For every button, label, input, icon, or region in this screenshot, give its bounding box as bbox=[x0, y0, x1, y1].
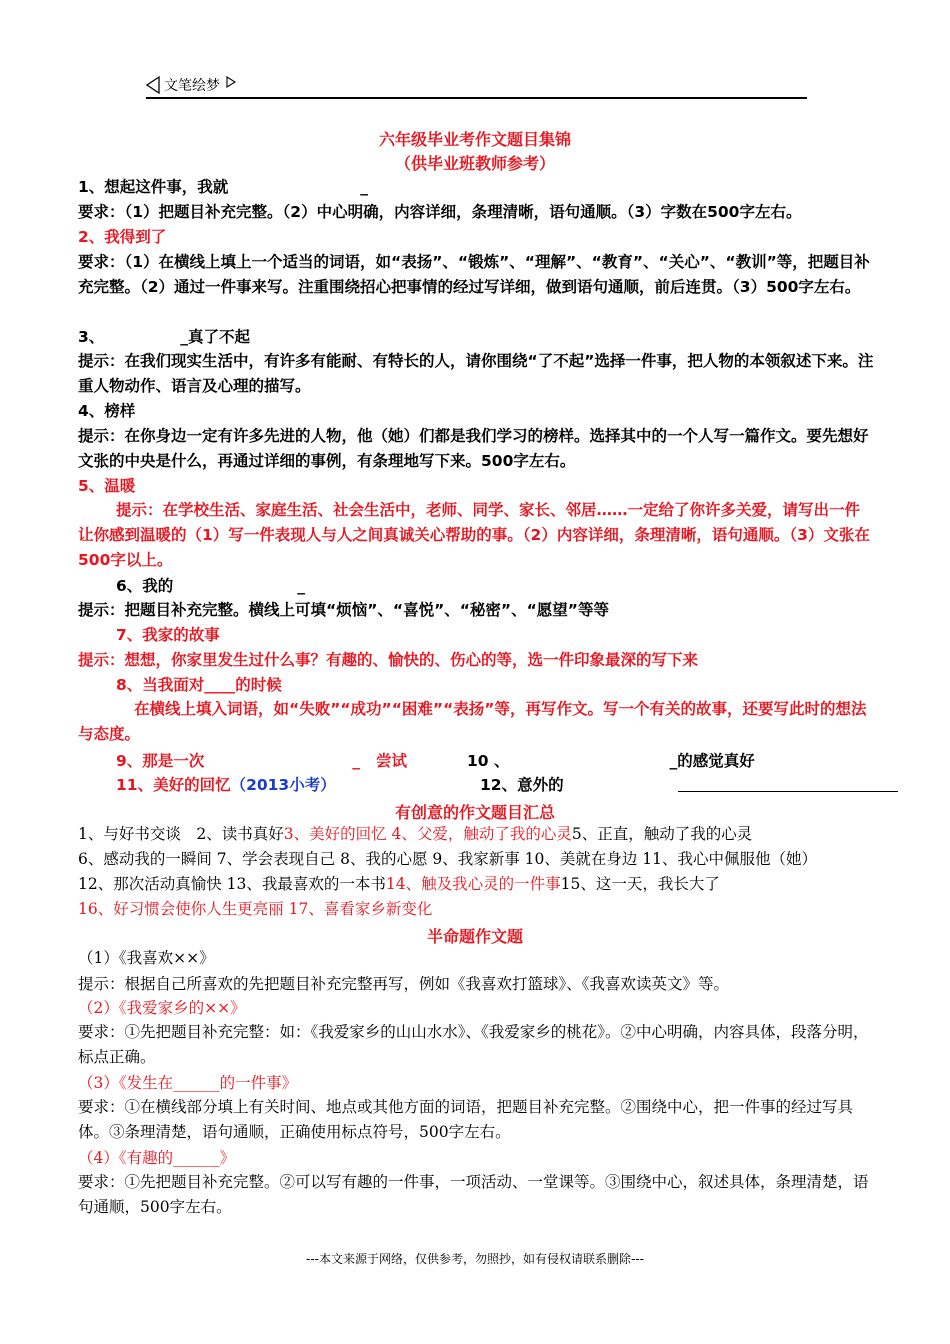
topic-8-tip: 在横线上填入词语，如“失败”“成功”“困难”“表扬”等，再写作文。写一个有关的故事，还要写此时的想法与态度。 bbox=[78, 700, 867, 743]
topic-10: 10 、 _的感觉真好 bbox=[467, 752, 755, 770]
half-topic-4: （4）《有趣的______》 bbox=[78, 1149, 236, 1167]
page-footer: ---本文来源于网络，仅供参考，勿照抄，如有侵权请联系删除--- bbox=[306, 1252, 644, 1266]
creative-line-3: 12、那次活动真愉快 13、我最喜欢的一本书14、触及我心灵的一件事15、这一天，我长大了 bbox=[78, 875, 720, 893]
half-topic-4-req: 要求：①先把题目补充完整。②可以写有趣的一件事，一项活动、一堂课等。③围绕中心，叙述具体，条理清楚，语句通顺，500字左右。 bbox=[78, 1173, 869, 1216]
doc-title: 六年级毕业考作文题目集锦 bbox=[378, 130, 571, 149]
topic-9: 9、那是一次 _ 尝试 bbox=[116, 752, 408, 770]
triangle-left-icon bbox=[146, 76, 160, 94]
topic-1: 1、想起这件事，我就 _ bbox=[78, 178, 369, 196]
half-topic-3: （3）《发生在______的一件事》 bbox=[78, 1074, 298, 1092]
half-topic-2: （2）《我爱家乡的××》 bbox=[78, 999, 246, 1017]
topic-7: 7、我家的故事 bbox=[116, 626, 220, 644]
topic-8: 8、当我面对____的时候 bbox=[116, 676, 282, 694]
topic-5-tip: 提示：在学校生活、家庭生活、社会生活中，老师、同学、家长、邻居……一定给了你许多关爱，请写出一件让你感到温暖的（1）写一件表现人与人之间真诚关心帮助的事。（2）内容详细，条理清晰，语句通顺。（3）文张在500字以上。 bbox=[78, 501, 870, 569]
creative-line-2: 6、感动我的一瞬间 7、学会表现自己 8、我的心愿 9、我家新事 10、美就在身边 11、我心中佩服他（她） bbox=[78, 850, 818, 868]
half-heading: 半命题作文题 bbox=[426, 927, 523, 946]
half-topic-1-tip: 提示：根据自己所喜欢的先把题目补充完整再写，例如《我喜欢打篮球》、《我喜欢读英文》等。 bbox=[78, 975, 730, 993]
creative-line-1: 1、与好书交谈 2、读书真好3、美好的回忆 4、父爱，触动了我的心灵5、正直，触动了我的心灵 bbox=[78, 825, 753, 843]
creative-heading: 有创意的作文题目汇总 bbox=[394, 803, 555, 822]
topic-4-tip: 提示：在你身边一定有许多先进的人物，他（她）们都是我们学习的榜样。选择其中的一个人写一篇作文。要先想好文张的中央是什么，再通过详细的事例，有条理地写下来。500字左右。 bbox=[78, 427, 869, 470]
topic-12: 12、意外的 bbox=[480, 776, 564, 794]
doc-subtitle: （供毕业班教师参考） bbox=[394, 154, 555, 173]
creative-line-4: 16、好习惯会使你人生更亮丽 17、喜看家乡新变化 bbox=[78, 900, 433, 918]
topic-6: 6、我的 _ bbox=[116, 577, 306, 595]
header-rule bbox=[146, 97, 807, 99]
half-topic-1: （1）《我喜欢××》 bbox=[78, 949, 215, 967]
triangle-right-icon bbox=[226, 76, 236, 88]
topic-1-req: 要求：（1）把题目补充完整。（2）中心明确，内容详细，条理清晰，语句通顺。（3）字数在500字左右。 bbox=[78, 203, 802, 221]
topic-2-req: 要求：（1）在横线上填上一个适当的词语，如“表扬”、“锻炼”、“理解”、“教育”、“关心”、“教训”等，把题目补充完整。（2）通过一件事来写。注重围绕招心把事情的经过写详细，做到语句通顺，前后连贯。（3）500字左右。 bbox=[78, 253, 870, 296]
topic-3: 3、 _真了不起 bbox=[78, 328, 251, 346]
topic-4: 4、榜样 bbox=[78, 402, 136, 420]
topic-3-tip: 提示：在我们现实生活中，有许多有能耐、有特长的人，请你围绕“了不起”选择一件事，把人物的本领叙述下来。注重人物动作、语言及心理的描写。 bbox=[78, 352, 874, 395]
page-header bbox=[146, 74, 236, 96]
half-topic-3-req: 要求：①在横线部分填上有关时间、地点或其他方面的词语，把题目补充完整。②围绕中心，把一件事的经过写具体。③条理清楚，语句通顺，正确使用标点符号，500字左右。 bbox=[78, 1098, 854, 1141]
topic-12-blank bbox=[678, 791, 898, 792]
half-topic-2-req: 要求：①先把题目补充完整：如：《我爱家乡的山山水水》、《我爱家乡的桃花》。②中心明确，内容具体，段落分明，标点正确。 bbox=[78, 1023, 869, 1066]
topic-5: 5、温暖 bbox=[78, 477, 136, 495]
header-brand: 文笔绘梦 bbox=[164, 78, 220, 94]
topic-2: 2、我得到了 bbox=[78, 228, 167, 246]
topic-6-tip: 提示：把题目补充完整。横线上可填“烦恼”、“喜悦”、“秘密”、“愿望”等等 bbox=[78, 601, 609, 619]
topic-11: 11、美好的回忆（2013小考） bbox=[116, 776, 336, 794]
topic-7-tip: 提示：想想，你家里发生过什么事？有趣的、愉快的、伤心的等，选一件印象最深的写下来 bbox=[78, 651, 699, 669]
